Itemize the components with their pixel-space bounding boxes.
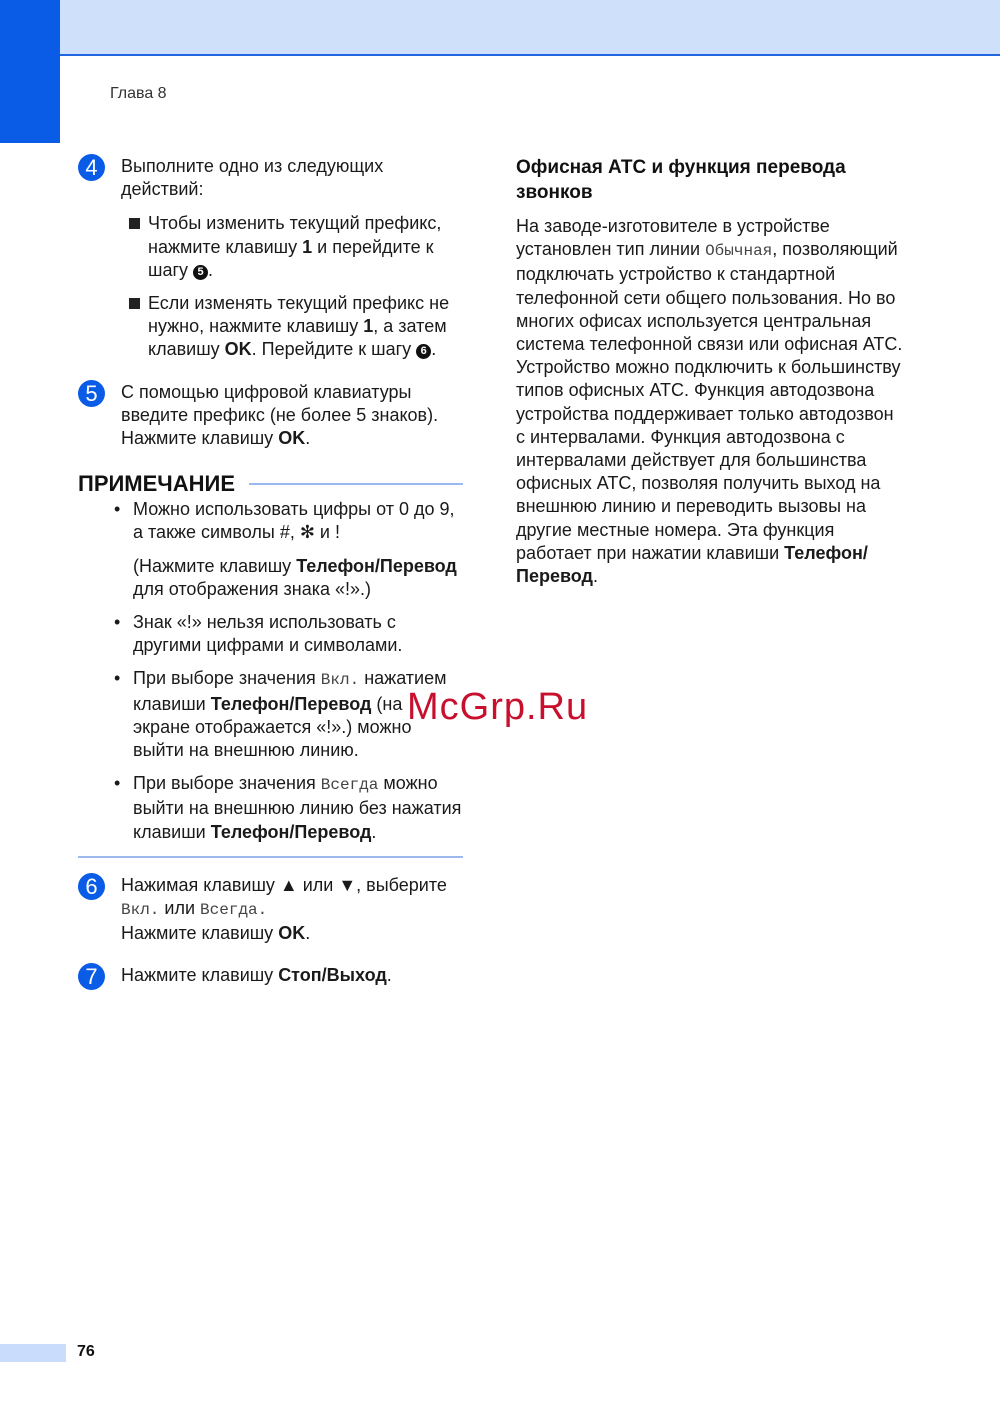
chapter-label: Глава 8 xyxy=(110,85,167,102)
step-4 xyxy=(78,155,463,201)
note-heading xyxy=(78,471,463,497)
step-ref-6: 6 xyxy=(416,344,431,359)
section-heading: Офисная АТС и функция перевода звонков xyxy=(516,157,846,203)
value-on: Вкл. xyxy=(320,671,360,690)
key-phone-transfer: Телефон/Перевод xyxy=(210,821,372,842)
step-7: 7 Нажмите клавишу Стоп/Выход. xyxy=(78,964,463,987)
step-5: 5 С помощью цифровой клавиатуры введите префикс (не более 5 знаков). Нажмите клавишу OK. xyxy=(78,381,463,451)
down-arrow-icon: ▼ xyxy=(338,874,357,895)
option-change-prefix: Чтобы изменить текущий префикс, нажмите клавишу 1 и перейдите к шагу 5 . xyxy=(121,212,463,282)
key-phone-transfer: Телефон/Перевод xyxy=(516,542,868,587)
note-item-1-hint: (Нажмите клавишу Телефон/Перевод для отображения знака «!».) xyxy=(133,555,457,599)
note-item-1: • Можно использовать цифры от 0 до 9, а также символы #, ✻ и ! xyxy=(114,499,455,543)
note-item-4: • При выборе значения Всегда можно выйти на внешнюю линию без нажатия клавиши Телефон/Перевод. xyxy=(114,773,462,842)
step-number-5: 5 xyxy=(78,380,105,407)
step-number-6: 6 xyxy=(78,873,105,900)
left-column xyxy=(78,155,463,988)
value-on: Вкл. xyxy=(121,901,160,920)
key-phone-transfer: Телефон/Перевод xyxy=(210,693,372,714)
chapter-tab xyxy=(0,0,60,143)
header-band xyxy=(0,0,1000,56)
key-phone-transfer: Телефон/Перевод xyxy=(296,555,457,576)
key-ok: OK xyxy=(224,339,252,360)
value-always: Всегда. xyxy=(200,901,268,920)
step-number-4: 4 xyxy=(78,154,105,181)
key-1: 1 xyxy=(302,236,313,257)
right-column xyxy=(516,155,906,588)
bullet-icon: • xyxy=(114,499,121,520)
note-bottom-rule xyxy=(78,856,463,858)
key-stop-exit: Стоп/Выход xyxy=(278,965,387,986)
note-item-2: • Знак «!» нельзя использовать с другими цифрами и символами. xyxy=(114,612,403,656)
footer-band xyxy=(0,1344,66,1362)
note-title: ПРИМЕЧАНИЕ xyxy=(78,471,236,497)
up-arrow-icon: ▲ xyxy=(279,874,298,895)
option-keep-prefix: Если изменять текущий префикс не нужно, нажмите клавишу 1, а затем клавишу OK. Перейдите к шагу 6 . xyxy=(121,292,463,362)
value-always: Всегда xyxy=(320,776,379,795)
square-bullet-icon xyxy=(129,298,140,309)
page-number: 76 xyxy=(77,1343,95,1360)
step-ref-5: 5 xyxy=(193,265,208,280)
step-4-text: Выполните одно из следующих действий: xyxy=(121,156,384,200)
section-paragraph: На заводе-изготовителе в устройстве установлен тип линии Обычная, позволяющий подключать устройство к стандартной телефонной сети общего пользования. Но во многих офисах используется центральная система телефонной связи или офисная АТС. Устройство можно подключить к большинству типов офисных АТС. Функция автодозвона устройства поддерживает только автодозвон с интервалами. Функция автодозвона с интервалами действует для большинства офисных АТС, позволяя получить выход на внешнюю линию и переводить вызовы на другие местные номера. Эта функция работает при нажатии клавиши Телефон/Перевод. xyxy=(516,216,903,587)
key-1: 1 xyxy=(363,316,374,337)
note-heading-rule xyxy=(249,483,463,485)
key-ok: OK xyxy=(278,428,306,449)
square-bullet-icon xyxy=(129,218,140,229)
step-6: 6 Нажимая клавишу ▲ или ▼, выберите Вкл. или Всегда. Нажмите клавишу OK. xyxy=(78,874,463,946)
step-number-7: 7 xyxy=(78,963,105,990)
bullet-icon: • xyxy=(114,773,121,794)
bullet-icon: • xyxy=(114,612,121,633)
key-ok: OK xyxy=(278,923,306,944)
bullet-icon: • xyxy=(114,668,121,689)
note-item-3: • При выборе значения Вкл. нажатием клавиши Телефон/Перевод (на экране отображается «!».) можно выйти на внешнюю линию. xyxy=(114,668,447,761)
value-normal: Обычная xyxy=(705,242,773,261)
step-4-options xyxy=(121,212,463,361)
watermark: McGrp.Ru xyxy=(407,686,589,728)
